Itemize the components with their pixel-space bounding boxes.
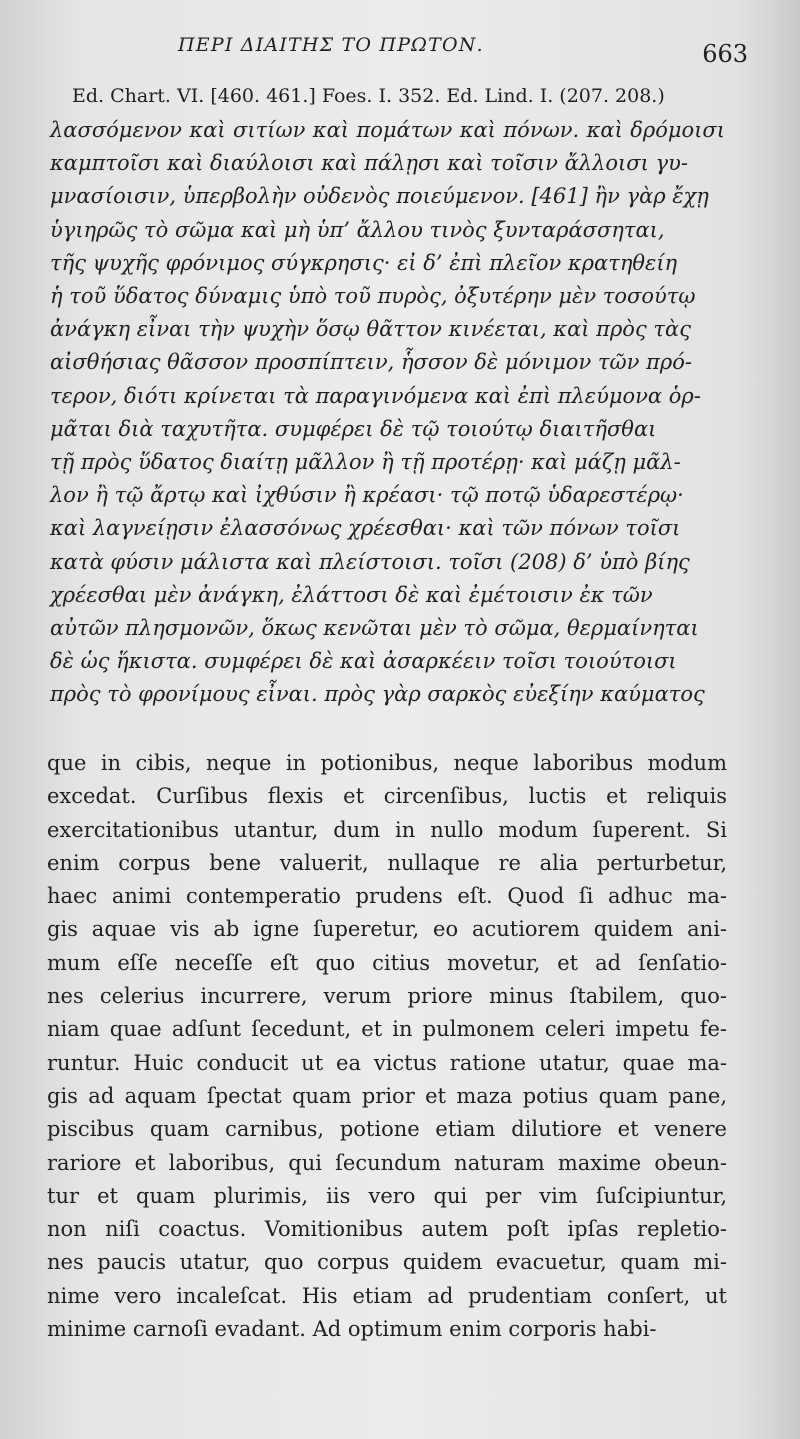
greek-line: τῇ πρὸς ὕδατος διαίτῃ μᾶλλον ἢ τῇ προτέρῃ· καὶ μάζῃ μᾶλ-	[50, 450, 681, 475]
greek-line: χρέεσθαι μὲν ἀνάγκη, ἐλάττοσι δὲ καὶ ἐμέτοισιν ἐκ τῶν	[50, 582, 653, 607]
latin-line: niam quae adſunt ſecedunt, et in pulmonem celeri impetu fe-	[47, 1017, 727, 1042]
latin-line: non niſi coactus. Vomitionibus autem poſt ipſas repletio-	[47, 1217, 727, 1242]
latin-line: nes celerius incurrere, verum priore minus ſtabilem, quo-	[47, 984, 727, 1009]
greek-line: αὐτῶν πλησμονῶν, ὅκως κενῶται μὲν τὸ σῶμα, θερμαίνηται	[50, 616, 699, 641]
page-header	[54, 34, 748, 107]
greek-line: τερον, διότι κρίνεται τὰ παραγινόμενα καὶ ἐπὶ πλεύμονα ὁρ-	[50, 383, 701, 408]
latin-line: mum eſſe neceſſe eſt quo citius movetur, et ad ſenſatio-	[47, 950, 727, 975]
latin-line: gis ad aquam ſpectat quam prior et maza potius quam pane,	[47, 1083, 727, 1108]
latin-line: tur et quam plurimis, iis vero qui per vim ſuſcipiuntur,	[47, 1183, 727, 1208]
greek-line: κατὰ φύσιν μάλιστα καὶ πλείστοισι. τοῖσι (208) δ’ ὑπὸ βίης	[50, 549, 690, 574]
latin-line: piscibus quam carnibus, potione etiam dilutiore et venere	[47, 1117, 727, 1142]
latin-line: exercitationibus utantur, dum in nullo modum ſuperent. Si	[47, 817, 727, 842]
section-gap	[40, 712, 760, 713]
greek-line: καμπτοῖσι καὶ διαύλοισι καὶ πάλῃσι καὶ τοῖσιν ἄλλοισι γυ-	[50, 151, 688, 176]
latin-line: nime vero incaleſcat. His etiam ad prudentiam conſert, ut	[47, 1283, 727, 1308]
edition-reference-line: Ed. Chart. VI. [460. 461.] Foes. I. 352. Ed. Lind. I. (207. 208.)	[72, 85, 665, 107]
latin-line: enim corpus bene valuerit, nullaque re alia perturbetur,	[47, 850, 727, 875]
greek-line: ἀνάγκη εἶναι τὴν ψυχὴν ὅσῳ θᾶττον κινέεται, καὶ πρὸς τὰς	[50, 317, 691, 342]
page-number: 663	[702, 40, 748, 68]
greek-line: δὲ ὡς ἥκιστα. συμφέρει δὲ καὶ ἀσαρκέειν τοῖσι τοιούτοισι	[50, 649, 677, 674]
latin-line: runtur. Huic conducit ut ea victus ratione utatur, quae ma-	[47, 1050, 727, 1075]
latin-line: haec animi contemperatio prudens eſt. Quod ſi adhuc ma-	[47, 884, 727, 909]
latin-line: nes paucis utatur, quo corpus quidem evacuetur, quam mi-	[47, 1250, 727, 1275]
latin-line: que in cibis, neque in potionibus, neque laboribus modum	[47, 751, 727, 775]
latin-line: excedat. Curſibus flexis et circenſibus, luctis et reliquis	[47, 784, 727, 809]
greek-line: τῆς ψυχῆς φρόνιμος σύγκρησις· εἰ δ’ ἐπὶ πλεῖον κρατηθείη	[50, 250, 678, 275]
latin-text-block	[47, 747, 727, 1346]
greek-line: ὑγιηρῶς τὸ σῶμα καὶ μὴ ὑπ’ ἄλλου τινὸς ξυνταράσσηται,	[50, 217, 665, 242]
latin-line: minime carnoſi evadant. Ad optimum enim corporis habi-	[47, 1317, 657, 1342]
greek-line: καὶ λαγνείῃσιν ἐλασσόνως χρέεσθαι· καὶ τῶν πόνων τοῖσι	[50, 516, 681, 541]
greek-line: αἰσθήσιας θᾶσσον προσπίπτειν, ἧσσον δὲ μόνιμον τῶν πρό-	[50, 350, 692, 375]
greek-line: μνασίοισιν, ὑπερβολὴν οὐδενὸς ποιεύμενον. [461] ἢν γὰρ ἔχῃ	[50, 184, 709, 209]
greek-line: μᾶται διὰ ταχυτῆτα. συμφέρει δὲ τῷ τοιούτῳ διαιτῆσθαι	[50, 416, 657, 441]
running-title: ΠΕΡΙ ΔΙΑΙΤΗΣ ΤΟ ΠΡΩΤΟΝ.	[178, 34, 484, 56]
greek-line: πρὸς τὸ φρονίμους εἶναι. πρὸς γὰρ σαρκὸς εὐεξίην καύματος	[50, 682, 705, 707]
greek-line: ἡ τοῦ ὕδατος δύναμις ὑπὸ τοῦ πυρὸς, ὀξυτέρην μὲν τοσούτῳ	[50, 284, 696, 309]
greek-line: λασσόμενον καὶ σιτίων καὶ πομάτων καὶ πόνων. καὶ δρόμοισι	[50, 118, 725, 142]
latin-line: gis aquae vis ab igne ſuperetur, eo acutiorem quidem ani-	[47, 917, 727, 942]
greek-line: λον ἢ τῷ ἄρτῳ καὶ ἰχθύσιν ἢ κρέασι· τῷ ποτῷ ὑδαρεστέρῳ·	[50, 483, 684, 508]
latin-line: rariore et laboribus, qui ſecundum naturam maxime obeun-	[47, 1150, 727, 1175]
greek-text-block	[50, 114, 725, 712]
